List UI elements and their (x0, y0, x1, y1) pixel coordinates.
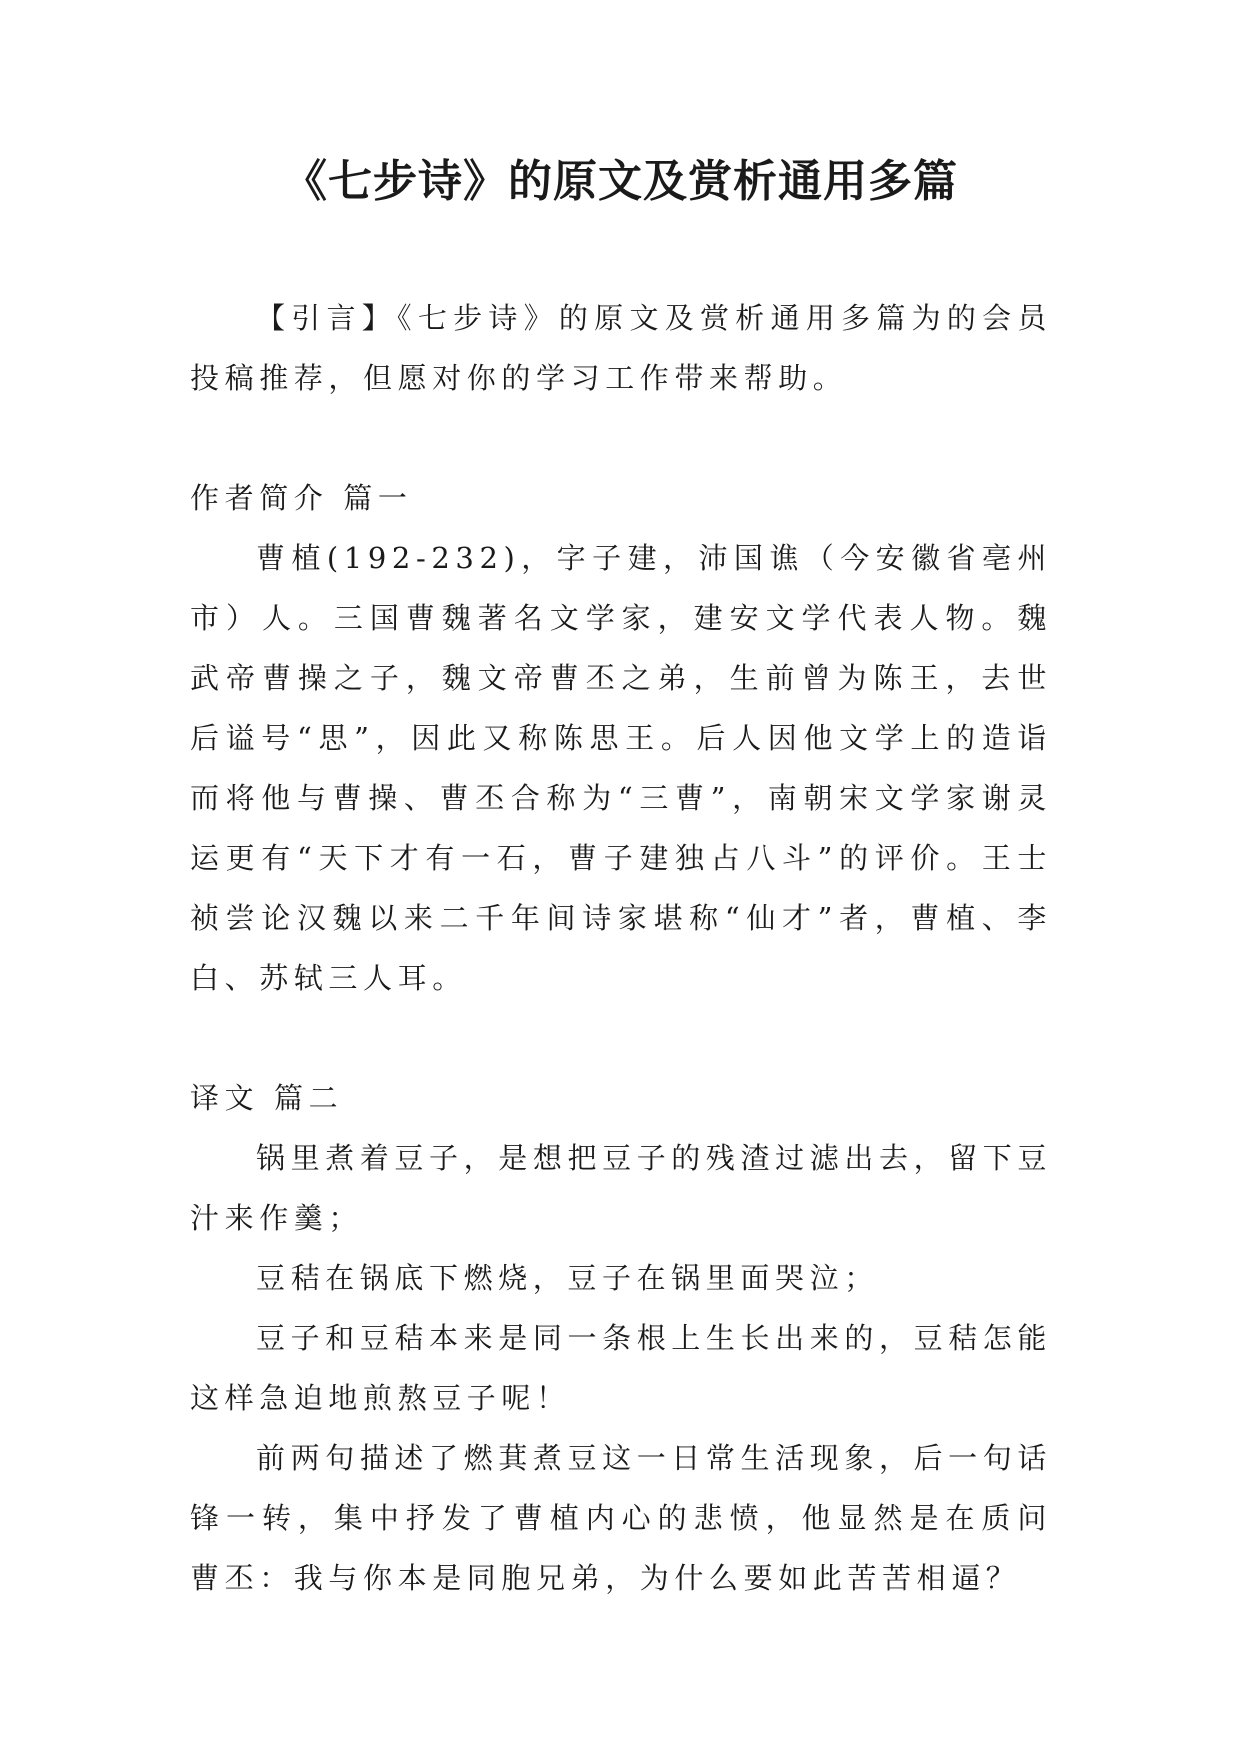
author-bio-paragraph: 曹植(192-232)，字子建，沛国谯（今安徽省亳州市）人。三国曹魏著名文学家，建安文学代表人物。魏武帝曹操之子，魏文帝曹丕之弟，生前曾为陈王，去世后谥号“思”，因此又称陈思王。后人因他文学上的造诣而将他与曹操、曹丕合称为“三曹”，南朝宋文学家谢灵运更有“天下才有一石，曹子建独占八斗”的评价。王士祯尝论汉魏以来二千年间诗家堪称“仙才”者，曹植、李白、苏轼三人耳。 (190, 541, 1052, 995)
document-body (190, 288, 1052, 1608)
document-title: 《七步诗》的原文及赏析通用多篇 (283, 156, 958, 207)
translation-paragraph-3: 豆子和豆秸本来是同一条根上生长出来的，豆秸怎能这样急迫地煎熬豆子呢！ (190, 1321, 1052, 1415)
section-spacer (190, 408, 1052, 468)
section-heading-translation: 译文 篇二 (190, 1081, 344, 1115)
intro-paragraph: 【引言】《七步诗》的原文及赏析通用多篇为的会员投稿推荐，但愿对你的学习工作带来帮助。 (190, 301, 1052, 395)
section-spacer (190, 1008, 1052, 1068)
translation-paragraph-1: 锅里煮着豆子，是想把豆子的残渣过滤出去，留下豆汁来作羹； (190, 1141, 1052, 1235)
analysis-paragraph: 前两句描述了燃萁煮豆这一日常生活现象，后一句话锋一转，集中抒发了曹植内心的悲愤，他显然是在质问曹丕：我与你本是同胞兄弟，为什么要如此苦苦相逼？ (190, 1441, 1052, 1595)
section-heading-author: 作者简介 篇一 (190, 481, 413, 515)
translation-paragraph-2: 豆秸在锅底下燃烧，豆子在锅里面哭泣； (256, 1261, 879, 1295)
